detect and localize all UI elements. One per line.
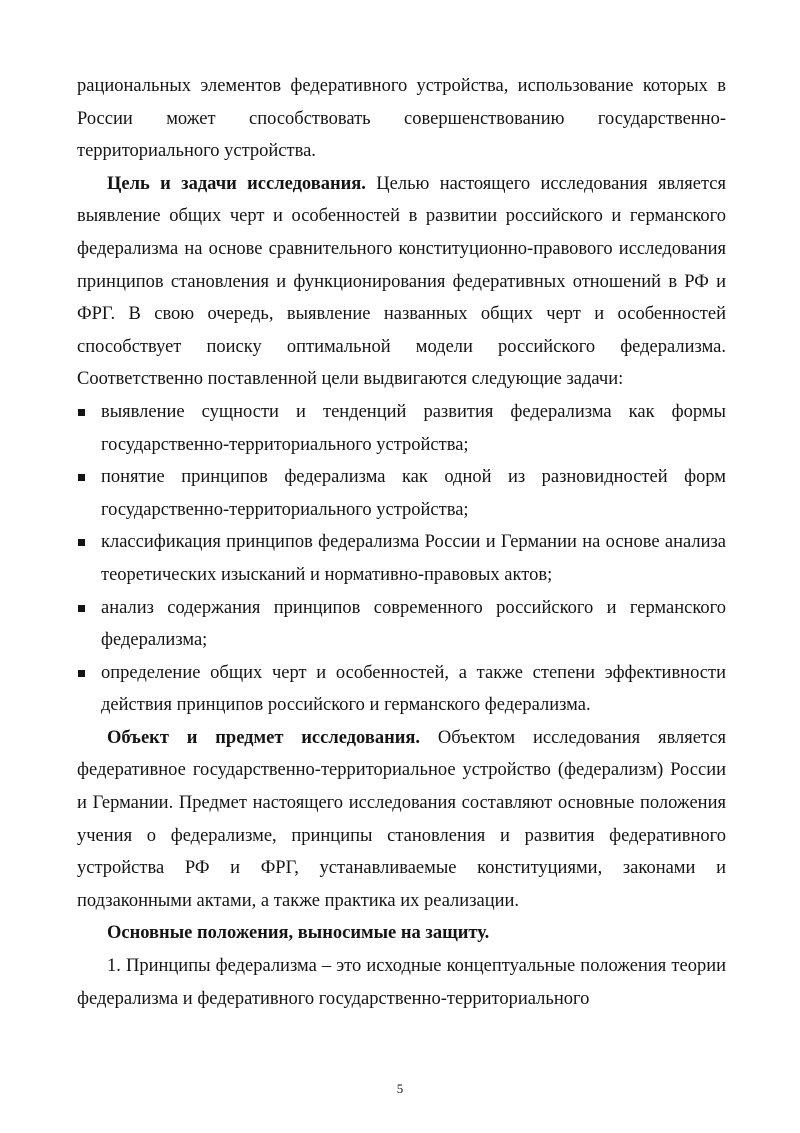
body-text bbox=[77, 70, 726, 1015]
object-heading: Объект и предмет исследования. bbox=[107, 727, 421, 748]
bullet-icon bbox=[78, 474, 85, 481]
bullet-icon bbox=[78, 670, 85, 677]
list-item bbox=[77, 461, 726, 526]
task-text: определение общих черт и особенностей, а также степени эффективности действия принципов российского и германского федерализма. bbox=[101, 662, 726, 716]
tasks-list bbox=[77, 396, 726, 722]
goals-paragraph bbox=[77, 168, 726, 396]
page-number: 5 bbox=[396, 1081, 404, 1096]
goals-heading: Цель и задачи исследования. bbox=[107, 173, 366, 194]
bullet-icon bbox=[78, 409, 85, 416]
defense-heading: Основные положения, выносимые на защиту. bbox=[107, 923, 490, 944]
list-item bbox=[77, 396, 726, 461]
list-item bbox=[77, 526, 726, 591]
object-paragraph bbox=[77, 722, 726, 918]
list-item bbox=[77, 592, 726, 657]
bullet-icon bbox=[78, 539, 85, 546]
task-text: классификация принципов федерализма России и Германии на основе анализа теоретических изысканий и нормативно-правовых актов; bbox=[101, 532, 726, 585]
defense-item-1: 1. Принципы федерализма – это исходные концептуальные положения теории федерализма и федеративного государственно-территориального bbox=[77, 956, 726, 1009]
task-text: выявление сущности и тенденций развития федерализма как формы государственно-территориального устройства; bbox=[101, 401, 726, 455]
bullet-icon bbox=[78, 605, 85, 612]
task-text: понятие принципов федерализма как одной из разновидностей форм государственно-территориального устройства; bbox=[101, 467, 726, 520]
list-item bbox=[77, 657, 726, 722]
intro-paragraph: рациональных элементов федеративного устройства, использование которых в России может способствовать совершенствованию государственно-территориального устройства. bbox=[77, 76, 726, 162]
goals-text: Целью настоящего исследования является выявление общих черт и особенностей в развитии российского и германского федерализма на основе сравнительного конституционно-правового исследования принципов становления и функционирования федеративных отношений в РФ и ФРГ. В свою очередь, выявление названных общих черт и особенностей способствует поиску оптимальной модели российского федерализма. Соответственно поставленной цели выдвигаются следующие задачи: bbox=[77, 173, 726, 390]
task-text: анализ содержания принципов современного российского и германского федерализма; bbox=[101, 597, 726, 651]
object-text: Объектом исследования является федеративное государственно-территориальное устройство (федерализм) России и Германии. Предмет настоящего исследования составляют основные положения учения о федерализме, принципы становления и развития федеративного устройства РФ и ФРГ, устанавливаемые конституциями, законами и подзаконными актами, а также практика их реализации. bbox=[77, 727, 726, 911]
